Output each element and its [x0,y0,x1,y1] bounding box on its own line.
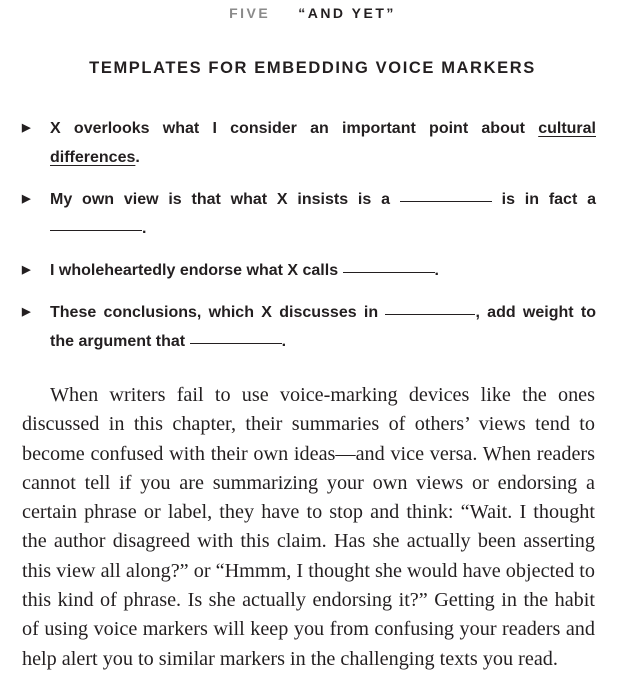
template-text: I wholeheartedly endorse what X calls [50,262,343,279]
fill-in-blank [343,271,435,273]
bullet-arrow-icon: ▶ [22,306,31,318]
template-text: , add weight to the argument that [50,304,596,350]
template-text: is in fact a [491,191,596,208]
template-text: These conclusions, which X discusses in [50,304,386,321]
template-item [22,298,596,356]
template-text: X overlooks what I consider an important point about [50,120,539,137]
bullet-arrow-icon: ▶ [22,122,31,134]
body-paragraph: When writers fail to use voice-marking devices like the ones discussed in this chapter, their summaries of others’ views tend to become confused with their own ideas—and vice versa. When readers cannot tell if you are summarizing your own views or endorsing a certain phrase or label, they have to stop and think: “Wait. I thought the author disagreed with this claim. Has she actually been asserting this view all along?” or “Hmmm, I thought she would have objected to this kind of phrase. Is she actually endorsing it?” Getting in the habit of using voice markers will keep you from confusing your readers and help alert you to similar markers in the challenging texts you read. [22,384,595,670]
template-item [22,114,596,172]
chapter-title: “AND YET” [298,5,396,21]
fill-in-blank [50,229,142,231]
template-text: . [434,262,439,279]
template-list [22,114,596,369]
template-text: . [281,333,287,350]
bullet-arrow-icon: ▶ [22,264,31,276]
fill-in-blank [400,200,492,202]
running-head [0,5,625,21]
template-text: . [135,149,140,166]
template-text: My own view is that what X insists is a [50,191,400,208]
template-item [22,256,596,285]
template-item [22,185,596,243]
chapter-number: FIVE [229,5,271,21]
template-text: . [142,220,147,237]
fill-in-blank [190,342,282,344]
fill-in-blank [385,313,475,315]
bullet-arrow-icon: ▶ [22,193,31,205]
section-heading: TEMPLATES FOR EMBEDDING VOICE MARKERS [89,59,536,77]
template-underlined-text: cultural differences [50,120,596,166]
